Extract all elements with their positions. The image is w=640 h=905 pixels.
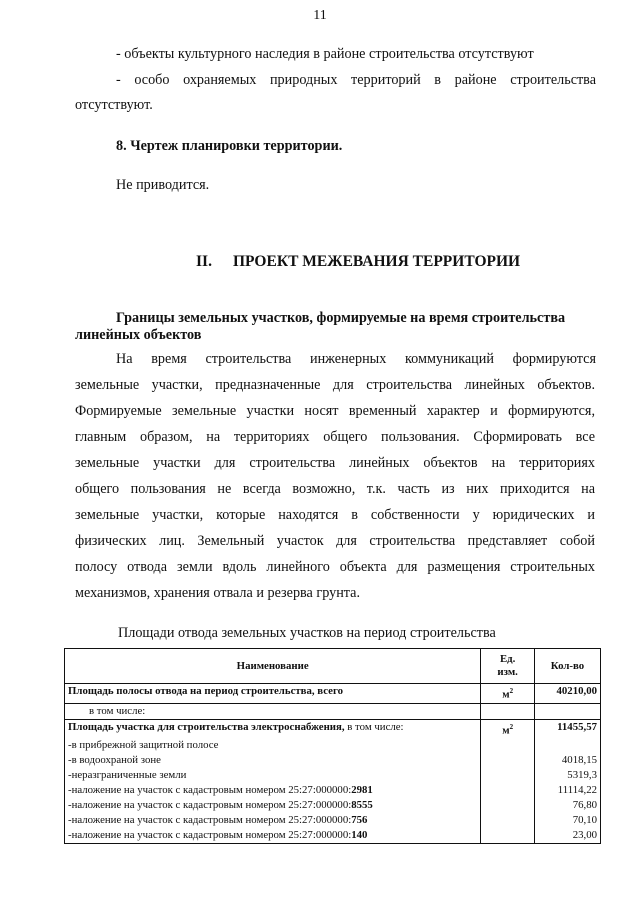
- table-row-including: [65, 703, 601, 719]
- paragraph-line: На время строительства инженерных коммуникаций формируются: [116, 351, 596, 367]
- part-2-number: II.: [196, 253, 212, 270]
- power-name: Площадь участка для строительства электроснабжения, в том числе:: [65, 719, 481, 738]
- section-8-heading: 8. Чертеж планировки территории.: [116, 138, 343, 154]
- paragraph-line: полосу отвода земли вдоль линейного объекта для размещения строительных: [75, 559, 595, 575]
- including-label: в том числе:: [65, 703, 481, 719]
- header-unit-line1: Ед.: [499, 653, 516, 665]
- section-8-text: Не приводится.: [116, 177, 210, 193]
- table-row: -неразграниченные земли 5319,3: [65, 768, 601, 783]
- subsection-heading-line2: линейных объектов: [75, 327, 202, 343]
- header-name: Наименование: [65, 649, 481, 684]
- table-row: -наложение на участок с кадастровым номером 25:27:000000:756 70,10: [65, 813, 601, 828]
- table-row: -в прибрежной защитной полосе: [65, 738, 601, 753]
- table-caption: Площади отвода земельных участков на период строительства: [118, 625, 496, 641]
- subsection-heading-line1: Границы земельных участков, формируемые на время строительства: [116, 310, 566, 326]
- power-value: 11455,57: [534, 719, 600, 738]
- part-2-title: ПРОЕКТ МЕЖЕВАНИЯ ТЕРРИТОРИИ: [233, 253, 521, 270]
- table-row-power: [65, 719, 601, 738]
- paragraph-line: земельные участки, предназначенные для строительства линейных объектов.: [75, 377, 595, 393]
- table-row-total: [65, 684, 601, 704]
- power-unit: $м^2$: [481, 719, 535, 738]
- paragraph-line: общего пользования не всегда возможно, т.к. часть из них приходится на: [75, 481, 595, 497]
- page-number: 11: [313, 8, 327, 23]
- total-name: Площадь полосы отвода на период строительства, всего: [65, 684, 481, 704]
- paragraph-line: физических лиц. Земельный участок для строительства представляет собой: [75, 533, 595, 549]
- header-unit: [481, 649, 535, 684]
- bullet-cultural-heritage: - объекты культурного наследия в районе строительства отсутствуют: [116, 46, 534, 62]
- allotment-table: [64, 648, 601, 844]
- total-unit: $м^2$: [481, 684, 535, 704]
- paragraph-line: Формируемые земельные участки носят временный характер и формируются,: [75, 403, 595, 419]
- paragraph-line: механизмов, хранения отвала и резерва грунта.: [75, 585, 361, 601]
- bullet-protected-areas: - особо охраняемых природных территорий в районе строительства: [116, 72, 596, 88]
- header-unit-line2: изм.: [497, 666, 518, 678]
- table-header-row: [65, 649, 601, 684]
- table-row: -наложение на участок с кадастровым номером 25:27:000000:140 23,00: [65, 828, 601, 844]
- header-quantity: Кол-во: [534, 649, 600, 684]
- total-value: 40210,00: [534, 684, 600, 704]
- paragraph-line: главным образом, на территориях общего пользования. Сформировать все: [75, 429, 595, 445]
- table-row: -в водоохраной зоне 4018,15: [65, 753, 601, 768]
- bullet-protected-areas-cont: отсутствуют.: [75, 97, 153, 113]
- table-row: -наложение на участок с кадастровым номером 25:27:000000:2981 11114,22: [65, 783, 601, 798]
- table-row: -наложение на участок с кадастровым номером 25:27:000000:8555 76,80: [65, 798, 601, 813]
- paragraph-line: земельные участки для строительства линейных объектов на территориях: [75, 455, 595, 471]
- paragraph-line: земельные участки, которые находятся в собственности у юридических и: [75, 507, 595, 523]
